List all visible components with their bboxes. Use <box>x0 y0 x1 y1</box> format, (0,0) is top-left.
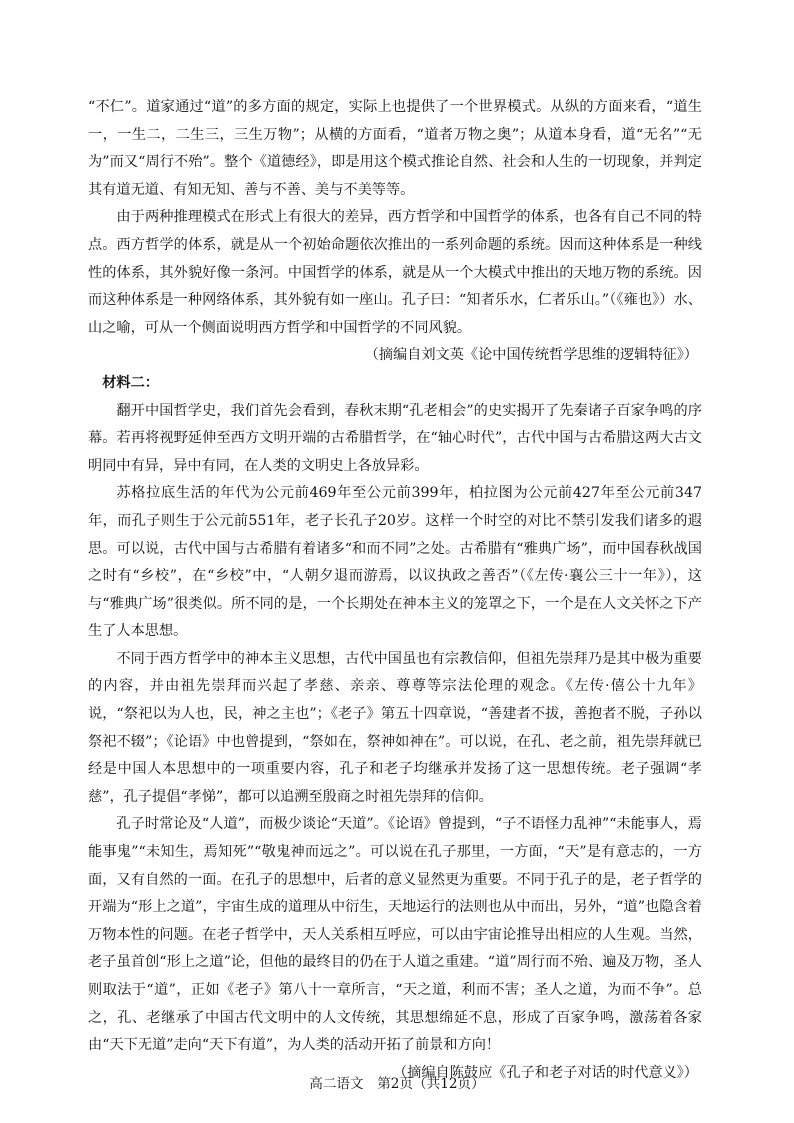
source-citation: （摘编自陈鼓应《孔子和老子对话的时代意义》） <box>392 1064 698 1081</box>
section-heading: 材料二： <box>102 374 159 391</box>
paragraph: 苏格拉底生活的年代为公元前469年至公元前399年，柏拉图为公元前427年至公元前347年，而孔子则生于公元前551年，老子长孔子20岁。这样一个时空的对比不禁引发我们诸多的遐思。可以说，古代中国与古希腊有着诸多“和而不同”之处。古希腊有“雅典广场”，而中国春秋战国之时有“乡校”，在“乡校”中，“人朝夕退而游焉，以议执政之善否”（《左传·襄公三十一年》），这与“雅典广场”很类似。所不同的是，一个长期处在神本主义的笼罩之下，一个是在人文关怀之下产生了人本思想。 <box>88 485 702 640</box>
page-footer: 高二语文 第2页（共12页） <box>309 1076 485 1092</box>
paragraph: 由于两种推理模式在形式上有很大的差异，西方哲学和中国哲学的体系，也各有自己不同的特点。西方哲学的体系，就是从一个初始命题依次推出的一系列命题的系统。因而这种体系是一种线性的体系，其外貌好像一条河。中国哲学的体系，就是从一个大模式中推出的天地万物的系统。因而这种体系是一种网络体系，其外貌有如一座山。孔子曰：“知者乐水，仁者乐山。”（《雍也》）水、山之喻，可从一个侧面说明西方哲学和中国哲学的不同风貌。 <box>88 209 702 336</box>
document-body <box>88 94 702 1087</box>
paragraph: 翻开中国哲学史，我们首先会看到，春秋末期“孔老相会”的史实揭开了先秦诸子百家争鸣的序幕。若再将视野延伸至西方文明开端的古希腊哲学，在“轴心时代”，古代中国与古希腊这两大古文明同中有异，异中有同，在人类的文明史上各放异彩。 <box>88 402 702 474</box>
paragraph: 不同于西方哲学中的神本主义思想，古代中国虽也有宗教信仰，但祖先崇拜乃是其中极为重要的内容，并由祖先崇拜而兴起了孝慈、亲亲、尊尊等宗法伦理的观念。《左传·僖公十九年》说，“祭祀以为人也，民，神之主也”；《老子》第五十四章说，“善建者不拔，善抱者不脱，子孙以祭祀不辍”；《论语》中也曾提到，“祭如在，祭神如神在”。可以说，在孔、老之前，祖先崇拜就已经是中国人本思想中的一项重要内容，孔子和老子均继承并发扬了这一思想传统。老子强调“孝慈”，孔子提倡“孝悌”，都可以追溯至殷商之时祖先崇拜的信仰。 <box>88 650 702 805</box>
paragraph: “不仁”。道家通过“道”的多方面的规定，实际上也提供了一个世界模式。从纵的方面来看，“道生一，一生二，二生三，三生万物”；从横的方面看，“道者万物之奥”；从道本身看，道“无名”“无为”而又“周行不殆”。整个《道德经》，即是用这个模式推论自然、社会和人生的一切现象，并判定其有道无道、有知无知、善与不善、美与不美等等。 <box>88 99 702 198</box>
source-citation: （摘编自刘文英《论中国传统哲学思维的逻辑特征》） <box>364 347 698 364</box>
paragraph: 孔子时常论及“人道”，而极少谈论“天道”。《论语》曾提到，“子不语怪力乱神”“未能事人，焉能事鬼”“未知生，焉知死”“敬鬼神而远之”。可以说在孔子那里，一方面，“天”是有意志的，一方面，又有自然的一面。在孔子的思想中，后者的意义显然更为重要。不同于孔子的是，老子哲学的开端为“形上之道”，宇宙生成的道理从中衍生，天地运行的法则也从中而出，另外，“道”也隐含着万物本性的问题。在老子哲学中，天人关系相互呼应，可以由宇宙论推导出相应的人生观。当然，老子虽首创“形上之道”论，但他的最终目的仍在于人道之重建。“道”周行而不殆、遍及万物，圣人则取法于“道”，正如《老子》第八十一章所言，“天之道，利而不害；圣人之道，为而不争”。总之，孔、老继承了中国古代文明中的人文传统，其思想绵延不息，形成了百家争鸣，激荡着各家由“天下无道”走向“天下有道”，为人类的活动开拓了前景和方向！ <box>88 816 702 1054</box>
